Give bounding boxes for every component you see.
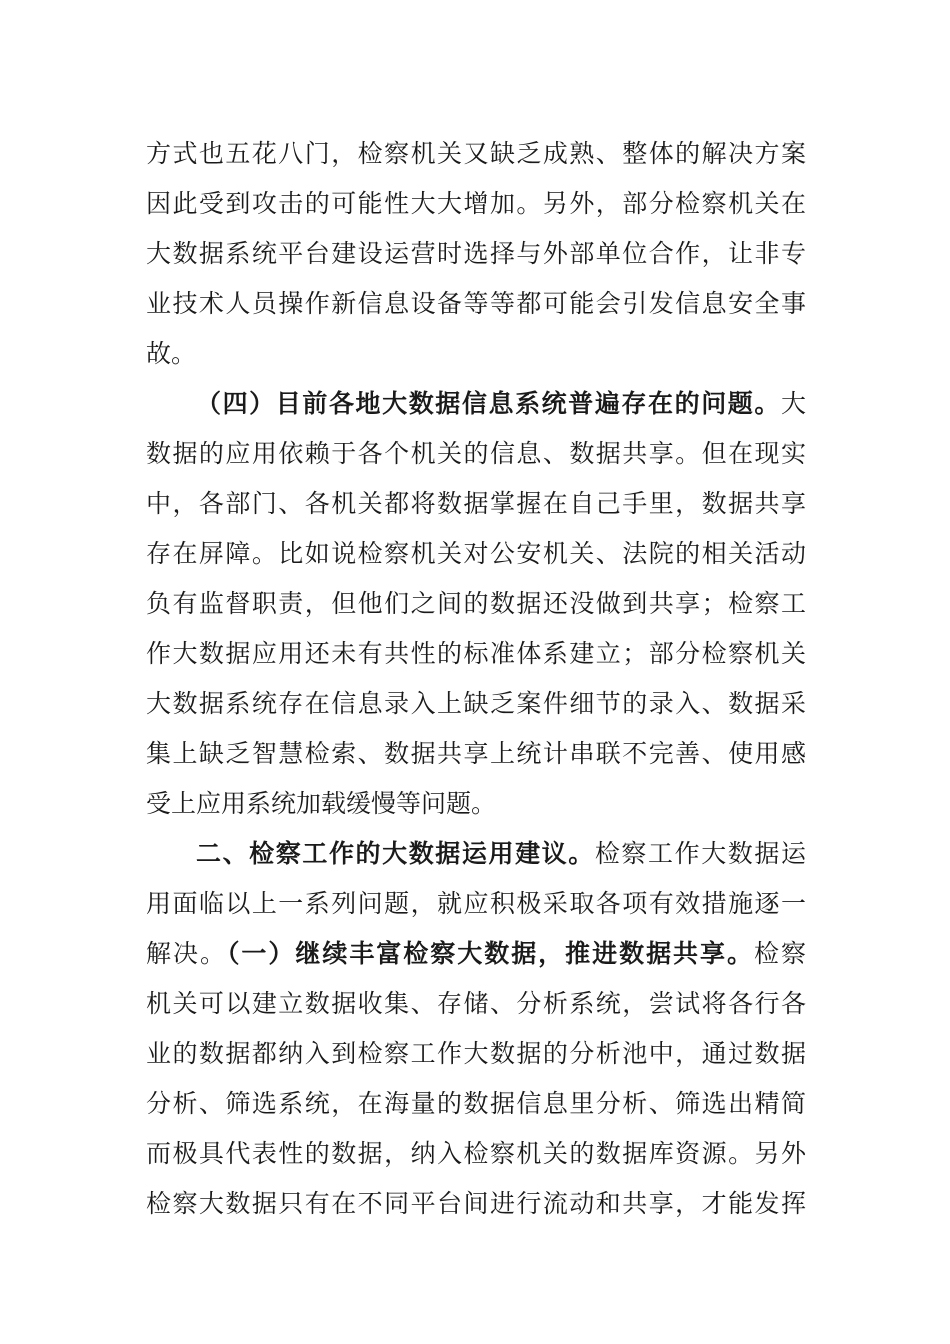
text-segment: 方式也五花八门，检察机关又缺乏成熟、整体的解决方案 [146,139,806,168]
text-line [146,229,806,279]
text-line [146,1029,806,1079]
text-segment: 作大数据应用还未有共性的标准体系建立；部分检察机关 [146,639,806,668]
subheading-text: （一）继续丰富检察大数据，推进数据共享。 [226,939,754,968]
text-segment: 大数据系统平台建设运营时选择与外部单位合作，让非专 [146,239,806,268]
text-segment: 业的数据都纳入到检察工作大数据的分析池中，通过数据 [146,1039,806,1068]
text-line [146,129,806,179]
text-segment: 大 [780,389,806,418]
text-line [146,879,806,929]
text-line [146,179,806,229]
text-segment: 分析、筛选系统，在海量的数据信息里分析、筛选出精简 [146,1089,806,1118]
text-segment: 集上缺乏智慧检索、数据共享上统计串联不完善、使用感 [146,739,806,768]
subheading-line [146,379,806,429]
text-line [146,1129,806,1179]
text-segment: 检察大数据只有在不同平台间进行流动和共享，才能发挥 [146,1189,806,1218]
text-line [146,729,806,779]
text-segment: 故。 [146,339,197,368]
text-segment: 中，各部门、各机关都将数据掌握在自己手里，数据共享 [146,489,806,518]
text-line [146,1179,806,1229]
text-line [146,329,806,379]
text-segment: 业技术人员操作新信息设备等等都可能会引发信息安全事 [146,289,806,318]
text-segment: 负有监督职责，但他们之间的数据还没做到共享；检察工 [146,589,806,618]
text-segment: 解决。 [146,939,227,968]
text-segment: 数据的应用依赖于各个机关的信息、数据共享。但在现实 [146,439,806,468]
text-segment: 用面临以上一系列问题，就应积极采取各项有效措施逐一 [146,889,806,918]
text-line [146,629,806,679]
section-heading-text: 二、检察工作的大数据运用建议。 [196,839,595,868]
text-line [146,929,806,979]
text-segment: 而极具代表性的数据，纳入检察机关的数据库资源。另外 [146,1139,806,1168]
subheading-text: （四）目前各地大数据信息系统普遍存在的问题。 [196,389,781,418]
text-segment: 存在屏障。比如说检察机关对公安机关、法院的相关活动 [146,539,806,568]
text-line [146,479,806,529]
text-segment: 受上应用系统加载缓慢等问题。 [146,789,497,818]
text-line [146,429,806,479]
text-line [146,279,806,329]
text-segment: 因此受到攻击的可能性大大增加。另外，部分检察机关在 [146,189,806,218]
text-line [146,529,806,579]
section-heading-line [146,829,806,879]
text-line [146,779,806,829]
text-line [146,679,806,729]
text-line [146,1079,806,1129]
text-line [146,579,806,629]
document-body [146,129,806,1229]
text-line [146,979,806,1029]
text-segment: 检察工作大数据运 [594,839,806,868]
text-segment: 检察 [753,939,806,968]
text-segment: 大数据系统存在信息录入上缺乏案件细节的录入、数据采 [146,689,806,718]
text-segment: 机关可以建立数据收集、存储、分析系统，尝试将各行各 [146,989,806,1018]
